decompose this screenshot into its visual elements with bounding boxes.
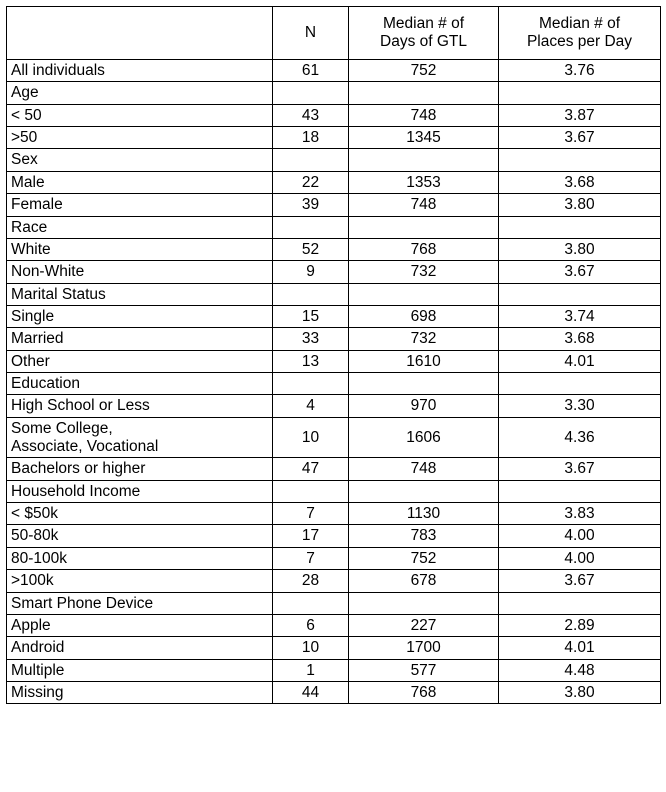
table-row [7, 417, 661, 458]
cell-places: 4.00 [499, 547, 661, 569]
cell-n: 43 [273, 104, 349, 126]
cell-days [349, 283, 499, 305]
cell-days: 1606 [349, 417, 499, 458]
header-days-line2: Days of GTL [380, 33, 467, 50]
cell-days: 768 [349, 238, 499, 260]
cell-places: 3.68 [499, 328, 661, 350]
table-row [7, 60, 661, 82]
cell-places [499, 149, 661, 171]
cell-days [349, 480, 499, 502]
row-label-line1: Some College, [11, 419, 113, 437]
cell-days: 783 [349, 525, 499, 547]
table-row [7, 238, 661, 260]
summary-statistics-table [6, 6, 661, 704]
table-header [7, 7, 661, 60]
row-sub-label: 80-100k [7, 547, 273, 569]
cell-places [499, 82, 661, 104]
row-group-label: Age [7, 82, 273, 104]
row-sub-label: Multiple [7, 659, 273, 681]
cell-places: 2.89 [499, 614, 661, 636]
row-sub-label: Missing [7, 681, 273, 703]
cell-days: 748 [349, 458, 499, 480]
header-cell-label [7, 7, 273, 60]
cell-n: 10 [273, 637, 349, 659]
cell-n: 7 [273, 503, 349, 525]
row-group-label: Race [7, 216, 273, 238]
row-sub-label: >100k [7, 570, 273, 592]
row-sub-label: High School or Less [7, 395, 273, 417]
table-row [7, 127, 661, 149]
cell-days [349, 592, 499, 614]
cell-n [273, 592, 349, 614]
cell-n: 52 [273, 238, 349, 260]
table-row [7, 194, 661, 216]
cell-places: 4.01 [499, 637, 661, 659]
cell-days: 577 [349, 659, 499, 681]
cell-places: 3.80 [499, 238, 661, 260]
table-row [7, 503, 661, 525]
table-row [7, 171, 661, 193]
cell-days: 1353 [349, 171, 499, 193]
cell-days [349, 149, 499, 171]
header-row [7, 7, 661, 60]
table-row [7, 480, 661, 502]
row-sub-label: Non-White [7, 261, 273, 283]
cell-n: 61 [273, 60, 349, 82]
cell-places: 3.80 [499, 681, 661, 703]
cell-days [349, 82, 499, 104]
cell-n [273, 216, 349, 238]
cell-days: 1345 [349, 127, 499, 149]
table-body [7, 60, 661, 704]
table-row [7, 82, 661, 104]
table-row [7, 395, 661, 417]
cell-n: 28 [273, 570, 349, 592]
cell-places: 3.67 [499, 127, 661, 149]
cell-places: 3.67 [499, 458, 661, 480]
cell-days: 970 [349, 395, 499, 417]
row-sub-label: Female [7, 194, 273, 216]
cell-places: 4.01 [499, 350, 661, 372]
row-group-label: Education [7, 373, 273, 395]
row-sub-label: Single [7, 305, 273, 327]
table-row [7, 592, 661, 614]
cell-places: 3.87 [499, 104, 661, 126]
cell-n: 15 [273, 305, 349, 327]
cell-days [349, 373, 499, 395]
cell-days: 748 [349, 104, 499, 126]
row-group-label: Household Income [7, 480, 273, 502]
row-sub-label: Married [7, 328, 273, 350]
cell-n [273, 283, 349, 305]
cell-days: 732 [349, 261, 499, 283]
header-cell-places [499, 7, 661, 60]
cell-days: 752 [349, 547, 499, 569]
cell-n: 17 [273, 525, 349, 547]
row-label-line2: Associate, Vocational [11, 437, 159, 455]
table-row [7, 681, 661, 703]
cell-n: 6 [273, 614, 349, 636]
cell-n: 33 [273, 328, 349, 350]
table-row [7, 216, 661, 238]
row-sub-label: Other [7, 350, 273, 372]
cell-places: 3.83 [499, 503, 661, 525]
cell-n: 1 [273, 659, 349, 681]
row-sub-label: Android [7, 637, 273, 659]
row-sub-label: White [7, 238, 273, 260]
header-days-line1: Median # of [383, 15, 464, 33]
row-label: All individuals [7, 60, 273, 82]
cell-places: 3.67 [499, 570, 661, 592]
cell-n: 44 [273, 681, 349, 703]
cell-n: 4 [273, 395, 349, 417]
row-sub-label: 50-80k [7, 525, 273, 547]
row-sub-label: >50 [7, 127, 273, 149]
cell-days [349, 216, 499, 238]
header-cell-n: N [273, 7, 349, 60]
cell-days: 752 [349, 60, 499, 82]
cell-days: 227 [349, 614, 499, 636]
table-row [7, 261, 661, 283]
cell-n: 47 [273, 458, 349, 480]
table-row [7, 637, 661, 659]
table-row [7, 305, 661, 327]
row-sub-label: < 50 [7, 104, 273, 126]
cell-days: 1130 [349, 503, 499, 525]
cell-places: 3.80 [499, 194, 661, 216]
cell-days: 748 [349, 194, 499, 216]
table-row [7, 570, 661, 592]
cell-places: 3.30 [499, 395, 661, 417]
cell-n [273, 149, 349, 171]
cell-n: 22 [273, 171, 349, 193]
header-places-line1: Median # of [539, 15, 620, 33]
row-sub-label [7, 417, 273, 458]
cell-places: 3.68 [499, 171, 661, 193]
cell-places [499, 592, 661, 614]
cell-days: 678 [349, 570, 499, 592]
table-row [7, 659, 661, 681]
cell-n: 18 [273, 127, 349, 149]
row-sub-label: Male [7, 171, 273, 193]
cell-places: 3.74 [499, 305, 661, 327]
cell-days: 698 [349, 305, 499, 327]
row-sub-label: < $50k [7, 503, 273, 525]
table-row [7, 283, 661, 305]
table-row [7, 373, 661, 395]
cell-places: 3.76 [499, 60, 661, 82]
cell-places: 3.67 [499, 261, 661, 283]
row-group-label: Sex [7, 149, 273, 171]
cell-places [499, 480, 661, 502]
cell-n: 9 [273, 261, 349, 283]
row-group-label: Smart Phone Device [7, 592, 273, 614]
cell-places [499, 283, 661, 305]
table-row [7, 104, 661, 126]
row-sub-label: Bachelors or higher [7, 458, 273, 480]
cell-days: 732 [349, 328, 499, 350]
table-row [7, 149, 661, 171]
table-row [7, 458, 661, 480]
cell-places: 4.48 [499, 659, 661, 681]
cell-n: 39 [273, 194, 349, 216]
header-places-line2: Places per Day [526, 33, 633, 50]
cell-n: 13 [273, 350, 349, 372]
cell-days: 768 [349, 681, 499, 703]
row-group-label: Marital Status [7, 283, 273, 305]
cell-days: 1700 [349, 637, 499, 659]
cell-days: 1610 [349, 350, 499, 372]
header-cell-days [349, 7, 499, 60]
cell-n: 7 [273, 547, 349, 569]
cell-places: 4.00 [499, 525, 661, 547]
cell-n [273, 480, 349, 502]
table-row [7, 547, 661, 569]
table-row [7, 614, 661, 636]
cell-n [273, 82, 349, 104]
table-row [7, 328, 661, 350]
row-sub-label: Apple [7, 614, 273, 636]
cell-places [499, 216, 661, 238]
cell-places: 4.36 [499, 417, 661, 458]
cell-places [499, 373, 661, 395]
cell-n [273, 373, 349, 395]
table-row [7, 350, 661, 372]
table-row [7, 525, 661, 547]
cell-n: 10 [273, 417, 349, 458]
